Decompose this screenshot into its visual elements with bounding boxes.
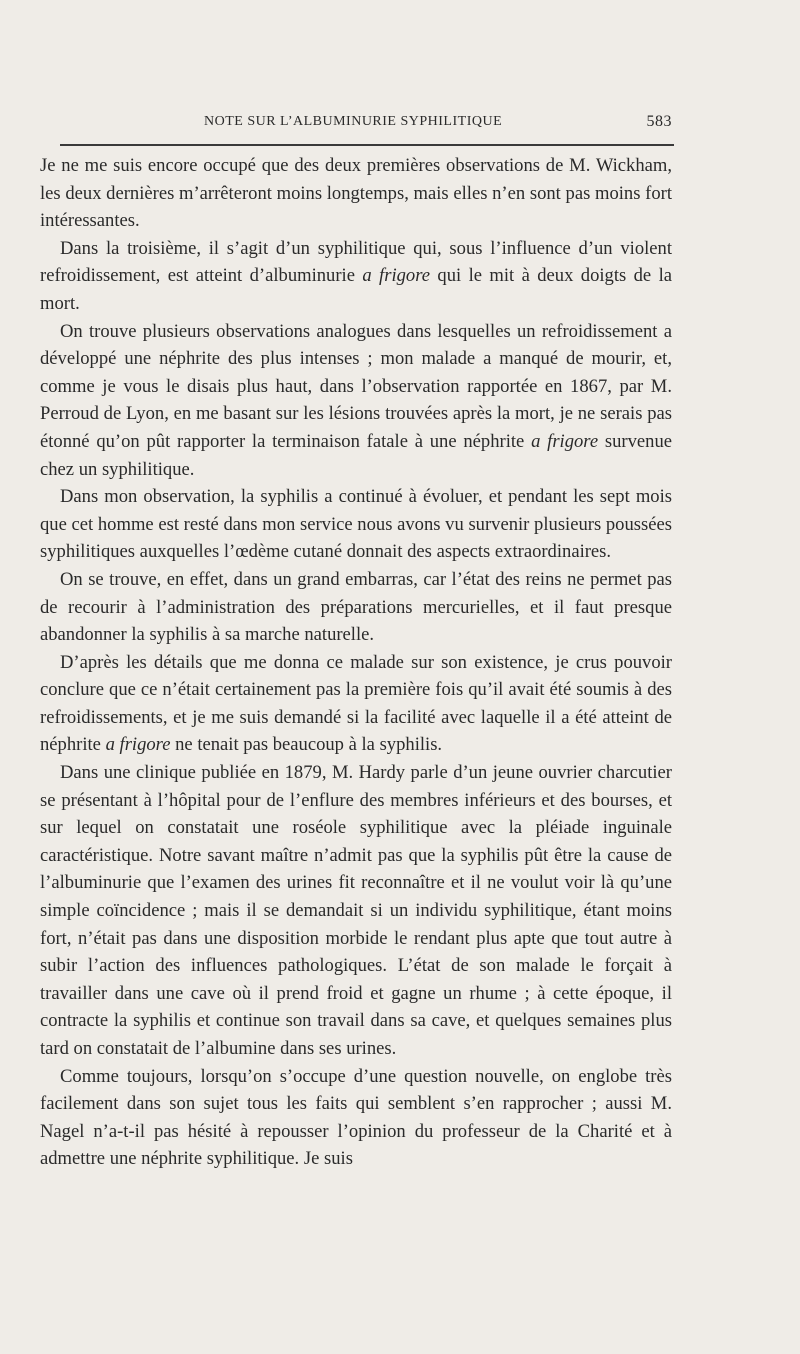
text-run: Dans la troisième, il s’agit d’un syphilitique qui, sous l’influence d’un violent refroidissement, est atteint d’albuminurie [40, 237, 672, 287]
text-run: survenue chez un syphilitique. [40, 430, 673, 480]
page-header [40, 112, 672, 136]
body-text [40, 152, 672, 1173]
text-run: Je ne me suis encore occupé que des deux premières observations de M. Wickham, les deux dernières m’arrêteront moins longtemps, mais elles n’en sont pas moins fort intéressantes. [40, 155, 672, 232]
paragraph [40, 759, 672, 1063]
italic-phrase: a frigore [531, 430, 599, 452]
paragraph [40, 152, 672, 235]
text-run: On trouve plusieurs observations analogues dans lesquelles un refroidissement a développé une néphrite des plus intenses ; mon malade a manqué de mourir, et, comme je vous le disais plus haut, dans l’observation rapportée en 1867, par M. Perroud de Lyon, en me basant sur les lésions trouvées après la mort, je ne serais pas étonné qu’on pût rapporter la terminaison fatale à une néphrite [40, 320, 672, 452]
text-run: Comme toujours, lorsqu’on s’occupe d’une question nouvelle, on englobe très facilement dans son sujet tous les faits qui semblent s’en rapprocher ; aussi M. Nagel n’a-t-il pas hésité à repousser l’opinion du professeur de la Charité et à admettre une néphrite syphilitique. Je suis [40, 1065, 672, 1170]
paragraph [40, 1063, 672, 1173]
paragraph [40, 235, 672, 318]
paragraph [40, 566, 672, 649]
text-run: Dans mon observation, la syphilis a continué à évoluer, et pendant les sept mois que cet homme est resté dans mon service nous avons vu survenir plusieurs poussées syphilitiques auxquelles l’œdème cutané donnait des aspects extraordinaires. [40, 486, 672, 563]
italic-phrase: a frigore [105, 734, 171, 756]
running-head: NOTE SUR L’ALBUMINURIE SYPHILITIQUE [204, 114, 503, 129]
header-rule [60, 144, 674, 146]
text-run: qui le mit à deux doigts de la mort. [40, 265, 672, 314]
text-run: Dans une clinique publiée en 1879, M. Hardy parle d’un jeune ouvrier charcutier se présentant à l’hôpital pour de l’enflure des membres inférieurs et des bourses, et sur lequel on constatait une roséole syphilitique avec la pléiade inguinale caractéristique. Notre savant maître n’admit pas que la syphilis pût être la cause de l’albuminurie que l’examen des urines fit reconnaître et il ne voulut voir là qu’une simple coïncidence ; mais il se demandait si un individu syphilitique, étant moins fort, n’était pas dans une disposition morbide le rendant plus apte que tout autre à subir l’action des influences pathologiques. L’état de son malade le forçait à travailler dans une cave où il prend froid et gagne un rhume ; à cette époque, il contracte la syphilis et continue son travail dans sa cave, et quelques semaines plus tard on constatait de l’albumine dans ses urines. [40, 762, 672, 1059]
paragraph [40, 483, 672, 566]
text-run: On se trouve, en effet, dans un grand embarras, car l’état des reins ne permet pas de recourir à l’administration des préparations mercurielles, et il faut presque abandonner la syphilis à sa marche naturelle. [40, 568, 672, 646]
paragraph [40, 649, 672, 759]
text-run: D’après les détails que me donna ce malade sur son existence, je crus pouvoir conclure que ce n’était certainement pas la première fois qu’il avait été soumis à des refroidissements, et je me suis demandé si la facilité avec laquelle il a été atteint de néphrite [40, 651, 672, 756]
italic-phrase: a frigore [362, 265, 431, 287]
text-run: ne tenait pas beaucoup à la syphilis. [170, 734, 443, 756]
page-number: 583 [646, 113, 672, 130]
paragraph [40, 318, 672, 484]
